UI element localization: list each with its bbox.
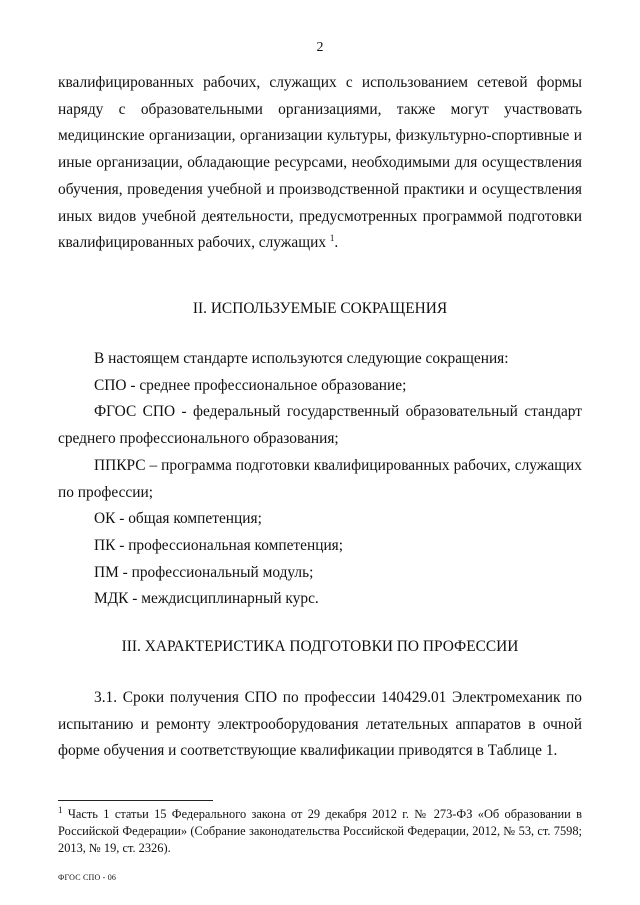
abbreviation-item: ППКРС – программа подготовки квалифицированных рабочих, служащих по профессии; — [58, 456, 582, 501]
intro-paragraph — [58, 70, 582, 257]
footnote-reference: 1 — [329, 233, 335, 244]
footer-code: ФГОС СПО - 06 — [58, 873, 117, 882]
page-number: 2 — [316, 40, 324, 55]
abbreviation-item: ОК - общая компетенция; — [94, 510, 262, 528]
footnote-text: Часть 1 статьи 15 Федерального закона от 29 декабря 2012 г. № 273-ФЗ «Об образовании в Российской Федерации» (Собрание законодательства Российской Федерации, 2012, № 53, ст. 7598; 2013, № 19, ст. 2326). — [58, 807, 582, 855]
footnote-marker: 1 — [58, 804, 63, 815]
footnote-divider — [58, 800, 213, 801]
section-2-heading: II. ИСПОЛЬЗУЕМЫЕ СОКРАЩЕНИЯ — [192, 300, 448, 317]
abbreviation-item: ФГОС СПО - федеральный государственный образовательный стандарт среднего профессионального образования; — [58, 403, 582, 448]
terms-paragraph: 3.1. Сроки получения СПО по профессии 140429.01 Электромеханик по испытанию и ремонту электрооборудования летательных аппаратов в очной форме обучения и соответствующие квалификации приводятся в Таблице 1. — [58, 689, 582, 760]
abbreviation-item: МДК - междисциплинарный курс. — [94, 590, 319, 608]
intro-text: квалифицированных рабочих, служащих с использованием сетевой формы наряду с образовательными организациями, также могут участвовать медицинские организации, организации культуры, физкультурно-спортивные и иные организации, обладающие ресурсами, необходимыми для осуществления обучения, проведения учебной и производственной практики и осуществления иных видов учебной деятельности, предусмотренных программой подготовки квалифицированных рабочих, служащих — [58, 74, 582, 252]
abbreviation-item: ПМ - профессиональный модуль; — [94, 563, 314, 581]
section-3-paragraph — [58, 685, 582, 765]
abbreviations-block — [58, 346, 582, 613]
section-3-heading: III. ХАРАКТЕРИСТИКА ПОДГОТОВКИ ПО ПРОФЕССИИ — [121, 638, 519, 655]
intro-end: . — [334, 234, 339, 252]
abbreviations-lead: В настоящем стандарте используются следующие сокращения: — [94, 350, 509, 367]
footnote — [58, 806, 582, 857]
abbreviation-item: СПО - среднее профессиональное образование; — [94, 376, 407, 394]
abbreviation-item: ПК - профессиональная компетенция; — [94, 536, 344, 554]
